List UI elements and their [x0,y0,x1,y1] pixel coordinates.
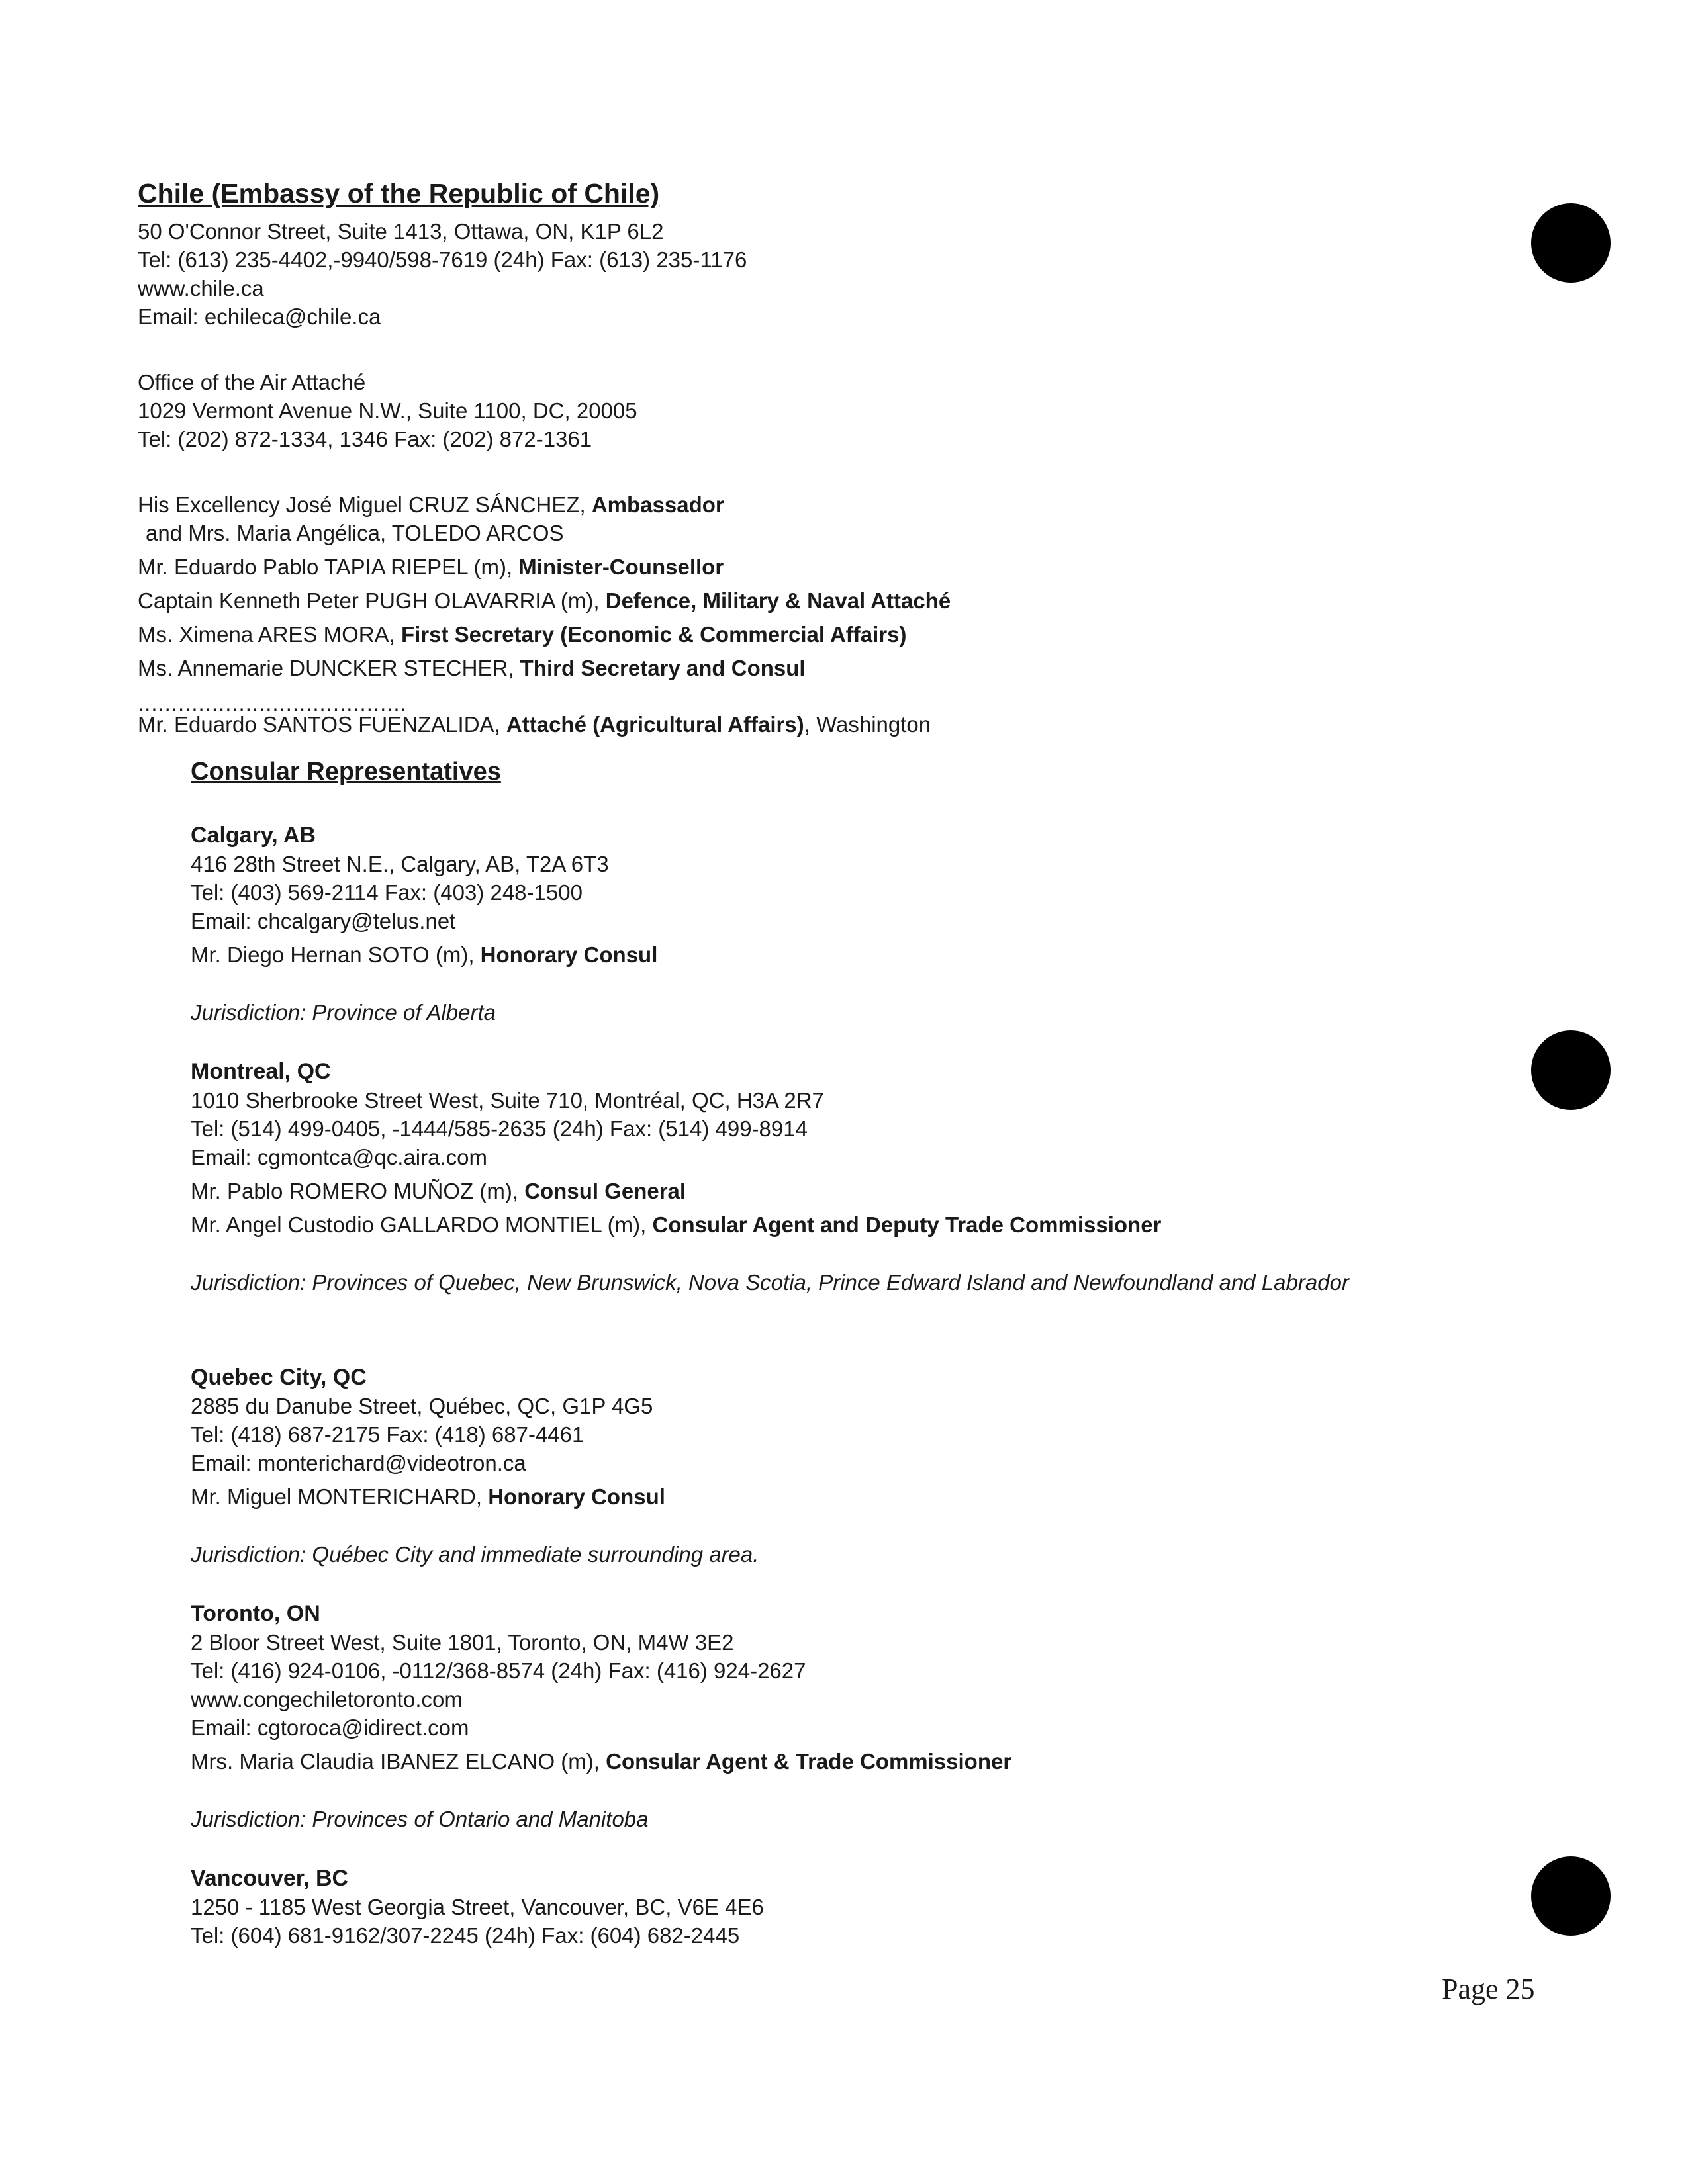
consulate-tel: Tel: (416) 924-0106, -0112/368-8574 (24h) Fax: (416) 924-2627 [191,1659,806,1683]
consulate-web: www.congechiletoronto.com [191,1687,463,1711]
staff-first-secretary: Ms. Ximena ARES MORA, First Secretary (Economic & Commercial Affairs) [138,622,907,647]
consulate-person: Mr. Pablo ROMERO MUÑOZ (m), Consul General [191,1179,686,1203]
embassy-title: Chile (Embassy of the Republic of Chile) [138,178,660,208]
staff-spouse: and Mrs. Maria Angélica, TOLEDO ARCOS [146,521,564,545]
consulate-city: Vancouver, BC [191,1866,349,1891]
consulate-email: Email: cgtoroca@idirect.com [191,1715,469,1740]
main-content [138,177,1495,1950]
consulate-calgary [191,821,1495,1026]
consulate-city: Calgary, AB [191,823,316,848]
staff-third-secretary: Ms. Annemarie DUNCKER STECHER, Third Secretary and Consul [138,656,806,680]
consulate-quebec-city [191,1363,1495,1569]
consulate-address: 2 Bloor Street West, Suite 1801, Toronto, ON, M4W 3E2 [191,1630,734,1655]
consulate-jurisdiction: Jurisdiction: Québec City and immediate surrounding area. [191,1542,759,1567]
consular-heading: Consular Representatives [191,758,501,786]
staff-minister-counsellor: Mr. Eduardo Pablo TAPIA RIEPEL (m), Minister-Counsellor [138,555,724,579]
embassy-email: Email: echileca@chile.ca [138,304,381,329]
punch-hole-bottom [1531,1856,1611,1936]
consulate-city: Quebec City, QC [191,1365,367,1390]
consulate-city: Toronto, ON [191,1601,320,1626]
consulate-address: 2885 du Danube Street, Québec, QC, G1P 4G5 [191,1394,653,1418]
staff-ambassador: His Excellency José Miguel CRUZ SÁNCHEZ, Ambassador [138,492,724,517]
page-number: Page 25 [1442,1973,1535,2005]
separator-dots: ........................................ [138,691,407,715]
consular-section [191,756,1495,1950]
air-attache-tel: Tel: (202) 872-1334, 1346 Fax: (202) 872-1361 [138,427,592,451]
consulate-address: 1010 Sherbrooke Street West, Suite 710, Montréal, QC, H3A 2R7 [191,1088,824,1113]
consulate-jurisdiction: Jurisdiction: Provinces of Ontario and Manitoba [191,1807,649,1831]
consulate-email: Email: chcalgary@telus.net [191,909,456,933]
consulate-tel: Tel: (514) 499-0405, -1444/585-2635 (24h) Fax: (514) 499-8914 [191,1116,808,1141]
consulate-jurisdiction: Jurisdiction: Province of Alberta [191,1000,496,1024]
consulate-address: 416 28th Street N.E., Calgary, AB, T2A 6T3 [191,852,609,876]
consulate-tel: Tel: (403) 569-2114 Fax: (403) 248-1500 [191,880,583,905]
consulate-person: Mr. Miguel MONTERICHARD, Honorary Consul [191,1484,665,1509]
staff-agricultural-attache: Mr. Eduardo SANTOS FUENZALIDA, Attaché (Agricultural Affairs), Washington [138,712,931,737]
consulate-email: Email: monterichard@videotron.ca [191,1451,526,1475]
punch-hole-top [1531,203,1611,283]
consulate-toronto [191,1599,1495,1833]
consulate-email: Email: cgmontca@qc.aira.com [191,1145,487,1169]
embassy-web: www.chile.ca [138,276,264,300]
consulate-city: Montreal, QC [191,1059,331,1084]
air-attache-address: 1029 Vermont Avenue N.W., Suite 1100, DC, 20005 [138,398,637,423]
consulate-vancouver [191,1864,1495,1950]
staff-defence-attache: Captain Kenneth Peter PUGH OLAVARRIA (m), Defence, Military & Naval Attaché [138,588,951,613]
consulate-jurisdiction: Jurisdiction: Provinces of Quebec, New Brunswick, Nova Scotia, Prince Edward Island and Newfoundland and Labrador [191,1270,1349,1295]
consulate-person: Mrs. Maria Claudia IBANEZ ELCANO (m), Consular Agent & Trade Commissioner [191,1749,1012,1774]
consulate-tel: Tel: (418) 687-2175 Fax: (418) 687-4461 [191,1422,585,1447]
consulate-person: Mr. Angel Custodio GALLARDO MONTIEL (m), Consular Agent and Deputy Trade Commissioner [191,1212,1162,1237]
consulate-tel: Tel: (604) 681-9162/307-2245 (24h) Fax: (604) 682-2445 [191,1923,740,1948]
embassy-tel: Tel: (613) 235-4402,-9940/598-7619 (24h) Fax: (613) 235-1176 [138,248,747,272]
air-attache-office: Office of the Air Attaché [138,370,366,394]
embassy-address: 50 O'Connor Street, Suite 1413, Ottawa, ON, K1P 6L2 [138,219,664,244]
consulate-montreal [191,1057,1495,1297]
consulate-address: 1250 - 1185 West Georgia Street, Vancouver, BC, V6E 4E6 [191,1895,764,1919]
consulate-person: Mr. Diego Hernan SOTO (m), Honorary Consul [191,942,658,967]
punch-hole-middle [1531,1030,1611,1110]
